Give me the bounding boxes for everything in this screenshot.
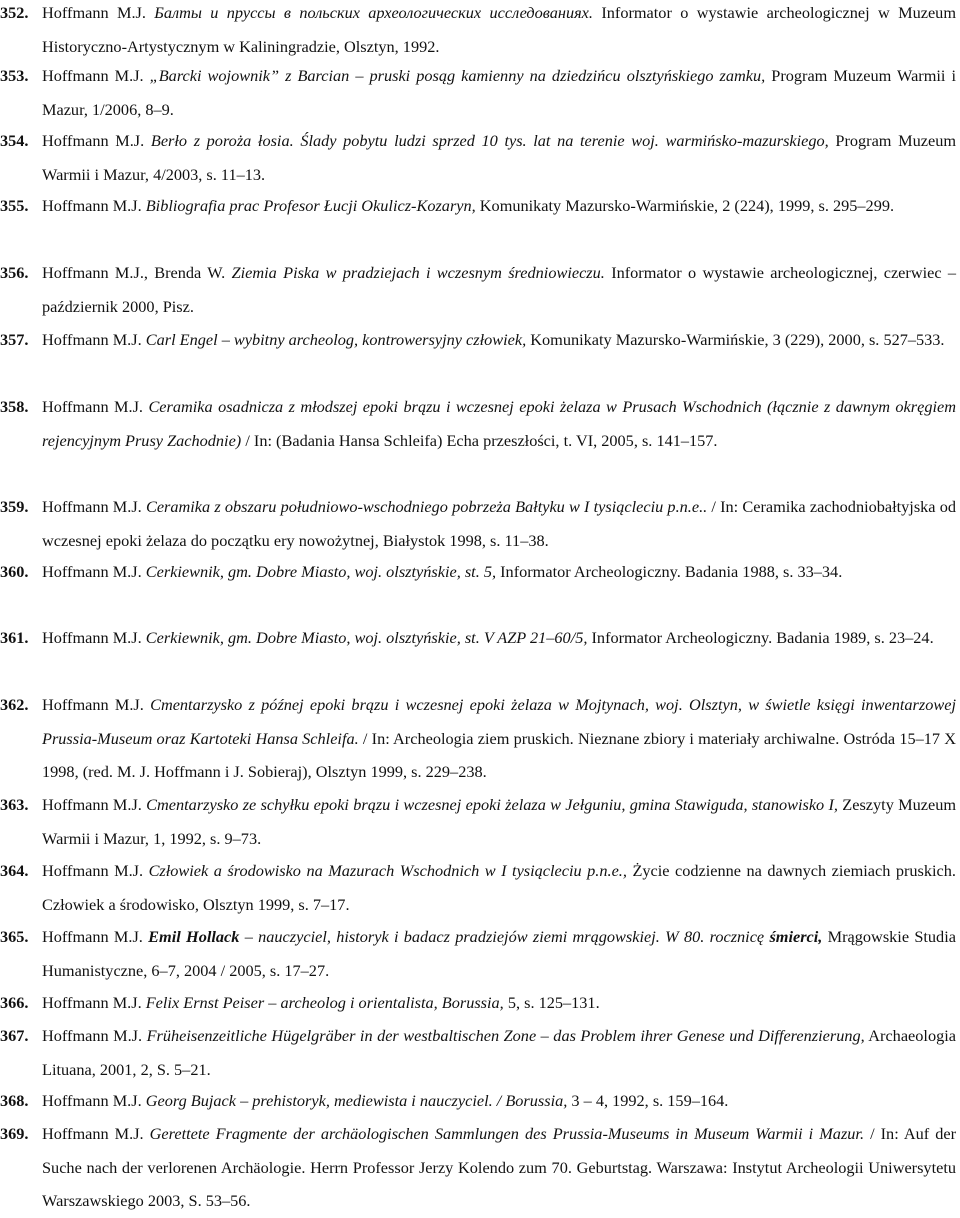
entry-source: / In: Ceramika zachodniobałtyjska od wczesnej epoki żelaza do początku ery nowożytnej, Białystok 1998, s. 11–38.	[42, 497, 956, 550]
entry-author: Hoffmann M.J.	[42, 993, 142, 1012]
entry-title: Балты и пруссы в польских археологических исследованиях.	[154, 3, 593, 22]
entry-title: Felix Ernst Peiser – archeolog i orientalista, Borussia,	[145, 993, 504, 1012]
entry-source: / In: Archeologia ziem pruskich. Nieznane zbiory i materiały archiwalne. Ostróda 15–17 X 1998, (red. M. J. Hoffmann i J. Sobieraj), Olsztyn 1999, s. 229–238.	[42, 728, 956, 781]
entry-number: 363.	[0, 795, 29, 814]
bib-entry-366	[0, 986, 956, 1020]
entry-number: 368.	[0, 1091, 29, 1110]
bib-entry-352	[0, 0, 956, 63]
bib-entry-359	[0, 490, 956, 557]
bib-entry-368	[0, 1084, 956, 1118]
entry-title: Carl Engel – wybitny archeolog, kontrowersyjny człowiek,	[145, 330, 527, 349]
entry-title: Cerkiewnik, gm. Dobre Miasto, woj. olsztyńskie, st. V AZP 21–60/5,	[145, 628, 588, 647]
bib-entry-364	[0, 854, 956, 921]
entry-author: Hoffmann M.J.	[42, 628, 142, 647]
entry-source: Program Muzeum Warmii i Mazur, 4/2003, s. 11–13.	[42, 131, 956, 184]
entry-title: Cmentarzysko ze schyłku epoki brązu i wczesnej epoki żelaza w Jełguniu, gmina Stawiguda, stanowisko I,	[146, 795, 838, 814]
entry-source: Program Muzeum Warmii i Mazur, 1/2006, 8–9.	[42, 66, 956, 119]
entry-source: Informator Archeologiczny. Badania 1988, s. 33–34.	[500, 562, 843, 581]
entry-number: 369.	[0, 1124, 29, 1143]
entry-number: 365.	[0, 927, 29, 946]
bib-entry-363	[0, 788, 956, 855]
entry-title: Ceramika osadnicza z młodszej epoki brązu i wczesnej epoki żelaza w Prusach Wschodnich (łącznie z dawnym okręgiem rejencyjnym Prusy Zachodnie)	[42, 397, 956, 450]
entry-author: Hoffmann M.J.	[42, 1091, 142, 1110]
entry-title: Ceramika z obszaru południowo-wschodniego pobrzeża Bałtyku w I tysiącleciu p.n.e..	[145, 497, 708, 516]
entry-number: 361.	[0, 628, 29, 647]
bib-entry-362	[0, 688, 956, 789]
entry-number: 367.	[0, 1026, 29, 1045]
bib-entry-353	[0, 59, 956, 126]
entry-title-bold-2: śmierci,	[769, 927, 823, 946]
entry-title: Früheisenzeitliche Hügelgräber in der westbaltischen Zone – das Problem ihrer Genese und Differenzierung,	[146, 1026, 865, 1045]
bib-entry-365	[0, 920, 956, 987]
bib-entry-360	[0, 555, 956, 589]
entry-author: Hoffmann M.J.	[42, 861, 144, 880]
entry-title-bold: Emil Hollack	[148, 927, 240, 946]
entry-source: Życie codzienne na dawnych ziemiach pruskich. Człowiek a środowisko, Olsztyn 1999, s. 7–17.	[42, 861, 956, 914]
bib-entry-358	[0, 390, 956, 457]
entry-author: Hoffmann M.J.	[42, 131, 145, 150]
entry-number: 358.	[0, 397, 29, 416]
entry-author: Hoffmann M.J.	[42, 927, 143, 946]
entry-number: 356.	[0, 263, 29, 282]
entry-title: – nauczyciel, historyk i badacz pradziejów ziemi mrągowskiej. W 80. rocznicę	[244, 927, 765, 946]
entry-source: Archaeologia Lituana, 2001, 2, S. 5–21.	[42, 1026, 956, 1079]
entry-source: Informator o wystawie archeologicznej, czerwiec – październik 2000, Pisz.	[42, 263, 957, 316]
bib-entry-369	[0, 1117, 956, 1218]
bib-entry-367	[0, 1019, 956, 1086]
entry-title: Berło z poroża łosia. Ślady pobytu ludzi sprzed 10 tys. lat na terenie woj. warmińsko-mazurskiego,	[150, 131, 829, 150]
entry-title: Cmentarzysko z późnej epoki brązu i wczesnej epoki żelaza w Mojtynach, woj. Olsztyn, w świetle księgi inwentarzowej Prussia-Museum oraz Kartoteki Hansa Schleifa.	[42, 695, 956, 748]
entry-number: 355.	[0, 196, 29, 215]
entry-author: Hoffmann M.J.	[42, 497, 142, 516]
entry-number: 352.	[0, 3, 29, 22]
entry-source: Informator o wystawie archeologicznej w Muzeum Historyczno-Artystycznym w Kaliningradzie, Olsztyn, 1992.	[42, 3, 956, 56]
entry-title: Cerkiewnik, gm. Dobre Miasto, woj. olsztyńskie, st. 5,	[145, 562, 497, 581]
entry-title: Gerettete Fragmente der archäologischen Sammlungen des Prussia-Museums in Museum Warmii i Mazur.	[149, 1124, 865, 1143]
entry-author: Hoffmann M.J.	[42, 1026, 143, 1045]
entry-number: 353.	[0, 66, 29, 85]
entry-number: 354.	[0, 131, 29, 150]
entry-source: Informator Archeologiczny. Badania 1989, s. 23–24.	[591, 628, 934, 647]
entry-source: Komunikaty Mazursko-Warmińskie, 3 (229), 2000, s. 527–533.	[530, 330, 945, 349]
entry-number: 360.	[0, 562, 29, 581]
entry-title: Georg Bujack – prehistoryk, mediewista i nauczyciel. / Borussia,	[145, 1091, 568, 1110]
entry-source: 5, s. 125–131.	[507, 993, 600, 1012]
bib-entry-355	[0, 189, 956, 223]
entry-author: Hoffmann M.J.	[42, 397, 143, 416]
bib-entry-354	[0, 124, 956, 191]
entry-author: Hoffmann M.J.	[42, 3, 146, 22]
entry-author: Hoffmann M.J.	[42, 1124, 144, 1143]
entry-source: / In: Auf der Suche nach der verlorenen Archäologie. Herrn Professor Jerzy Kolendo zum 70. Geburtstag. Warszawa: Instytut Archeologii Uniwersytetu Warszawskiego 2003, S. 53–56.	[42, 1124, 956, 1210]
entry-title: Ziemia Piska w pradziejach i wczesnym średniowieczu.	[231, 263, 605, 282]
entry-number: 362.	[0, 695, 29, 714]
entry-number: 364.	[0, 861, 29, 880]
entry-author: Hoffmann M.J.	[42, 695, 144, 714]
entry-author: Hoffmann M.J.	[42, 196, 142, 215]
bib-entry-361	[0, 621, 956, 655]
entry-source: Mrągowskie Studia Humanistyczne, 6–7, 2004 / 2005, s. 17–27.	[42, 927, 956, 980]
entry-number: 366.	[0, 993, 29, 1012]
entry-source: / In: (Badania Hansa Schleifa) Echa przeszłości, t. VI, 2005, s. 141–157.	[245, 430, 718, 450]
entry-title: Człowiek a środowisko na Mazurach Wschodnich w I tysiącleciu p.n.e.,	[148, 861, 627, 880]
bib-entry-356	[0, 256, 956, 323]
entry-title: „Barcki wojownik” z Barcian – pruski posąg kamienny na dziedzińcu olsztyńskiego zamku,	[149, 66, 766, 85]
entry-source: 3 – 4, 1992, s. 159–164.	[571, 1091, 729, 1110]
entry-author: Hoffmann M.J.	[42, 66, 144, 85]
entry-source: Komunikaty Mazursko-Warmińskie, 2 (224), 1999, s. 295–299.	[479, 196, 895, 215]
bib-entry-357	[0, 323, 956, 357]
entry-author: Hoffmann M.J.	[42, 795, 142, 814]
entry-author: Hoffmann M.J.	[42, 562, 142, 581]
entry-number: 357.	[0, 330, 29, 349]
entry-source: Zeszyty Muzeum Warmii i Mazur, 1, 1992, s. 9–73.	[42, 795, 957, 848]
entry-number: 359.	[0, 497, 29, 516]
entry-author: Hoffmann M.J.	[42, 330, 142, 349]
entry-title: Bibliografia prac Profesor Łucji Okulicz-Kozaryn,	[145, 196, 476, 215]
entry-author: Hoffmann M.J., Brenda W.	[42, 263, 226, 282]
